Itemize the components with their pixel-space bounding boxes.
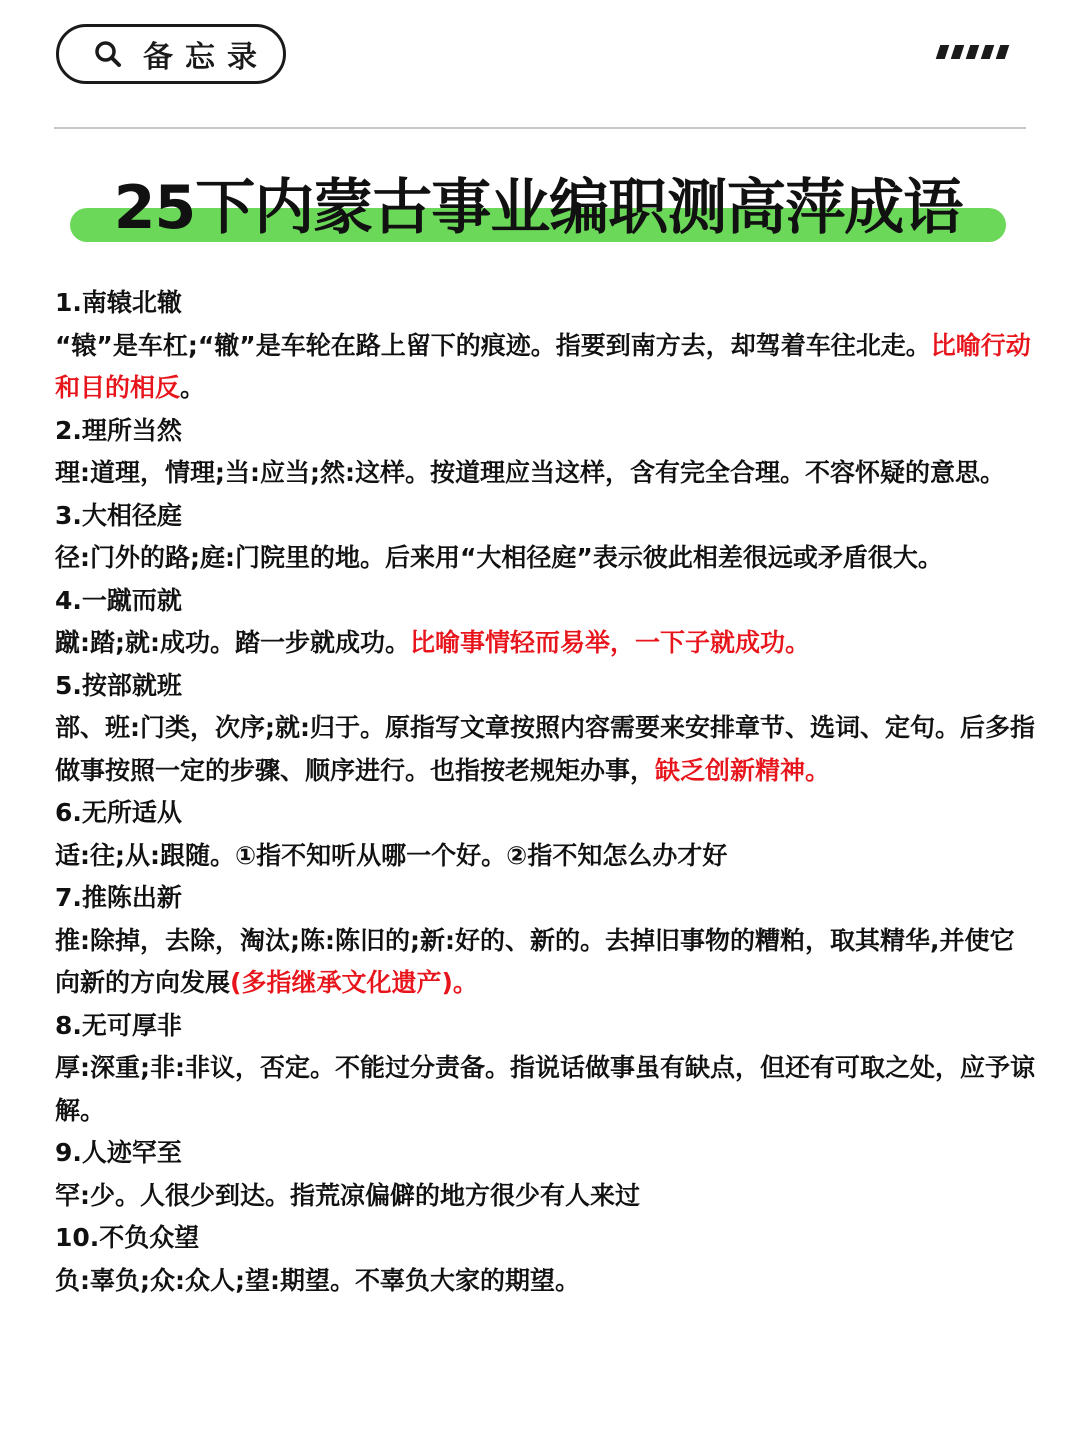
- search-label: 备忘录: [143, 40, 269, 75]
- divider: [54, 127, 1026, 129]
- idiom-title: 6.无所适从: [55, 798, 182, 827]
- idiom-title: 7.推陈出新: [55, 883, 182, 912]
- idiom-title: 10.不负众望: [55, 1223, 200, 1252]
- idiom-desc: 蹴:踏;就:成功。踏一步就成功。比喻事情轻而易举，一下子就成功。: [55, 628, 811, 657]
- title-block: [70, 168, 1006, 250]
- idiom-item: [55, 1005, 1035, 1133]
- idiom-highlight: 比喻事情轻而易举，一下子就成功。: [410, 628, 811, 657]
- idiom-desc: “辕”是车杠;“辙”是车轮在路上留下的痕迹。指要到南方去，却驾着车往北走。比喻行动和目的相反。: [55, 330, 1031, 402]
- idiom-desc: 部、班:门类，次序;就:归于。原指写文章按照内容需要来安排章节、选词、定句。后多指做事按照一定的步骤、顺序进行。也指按老规矩办事，缺乏创新精神。: [55, 713, 1035, 785]
- idiom-item: [55, 1132, 1035, 1217]
- idiom-title: 2.理所当然: [55, 415, 182, 445]
- page-title: 25下内蒙古事业编职测高萍成语: [113, 173, 963, 243]
- idiom-desc: 罕:少。人很少到达。指荒凉偏僻的地方很少有人来过: [55, 1180, 640, 1210]
- idiom-desc: 径:门外的路;庭:门院里的地。后来用“大相径庭”表示彼此相差很远或矛盾很大。: [55, 543, 943, 572]
- idiom-highlight: 比喻行动和目的相反: [55, 330, 1031, 402]
- idiom-item: [55, 665, 1035, 793]
- idiom-title: 8.无可厚非: [55, 1010, 182, 1040]
- idiom-item: [55, 410, 1035, 495]
- search-icon: [93, 39, 123, 69]
- idiom-title: 9.人迹罕至: [55, 1138, 182, 1167]
- idiom-desc: 理:道理，情理;当:应当;然:这样。按道理应当这样，含有完全合理。不容怀疑的意思。: [55, 458, 1005, 487]
- idiom-title: 4.一蹴而就: [55, 585, 182, 615]
- idiom-highlight: 缺乏创新精神。: [655, 755, 831, 785]
- idiom-title: 1.南辕北辙: [55, 288, 182, 317]
- idiom-item: [55, 580, 1035, 665]
- idiom-desc: 负:辜负;众:众人;望:期望。不辜负大家的期望。: [55, 1265, 580, 1295]
- idiom-desc: 适:往;从:跟随。①指不知听从哪一个好。②指不知怎么办才好: [55, 840, 728, 870]
- idiom-item: [55, 1217, 1035, 1302]
- idiom-item: [55, 495, 1035, 580]
- idiom-desc: 厚:深重;非:非议，否定。不能过分责备。指说话做事虽有缺点，但还有可取之处，应予谅解。: [55, 1053, 1035, 1125]
- idiom-desc: 推:除掉，去除，淘汰;陈:陈旧的;新:好的、新的。去掉旧事物的糟粕，取其精华,并使它向新的方向发展(多指继承文化遗产)。: [55, 925, 1015, 997]
- idiom-item: [55, 877, 1035, 1005]
- idiom-list: [55, 282, 1035, 1302]
- idiom-title: 5.按部就班: [55, 670, 182, 700]
- signal-icon: [938, 45, 1007, 59]
- idiom-highlight: (多指继承文化遗产)。: [230, 968, 478, 997]
- idiom-item: [55, 792, 1035, 877]
- idiom-item: [55, 282, 1035, 410]
- search-bar[interactable]: [56, 24, 286, 84]
- idiom-title: 3.大相径庭: [55, 500, 182, 530]
